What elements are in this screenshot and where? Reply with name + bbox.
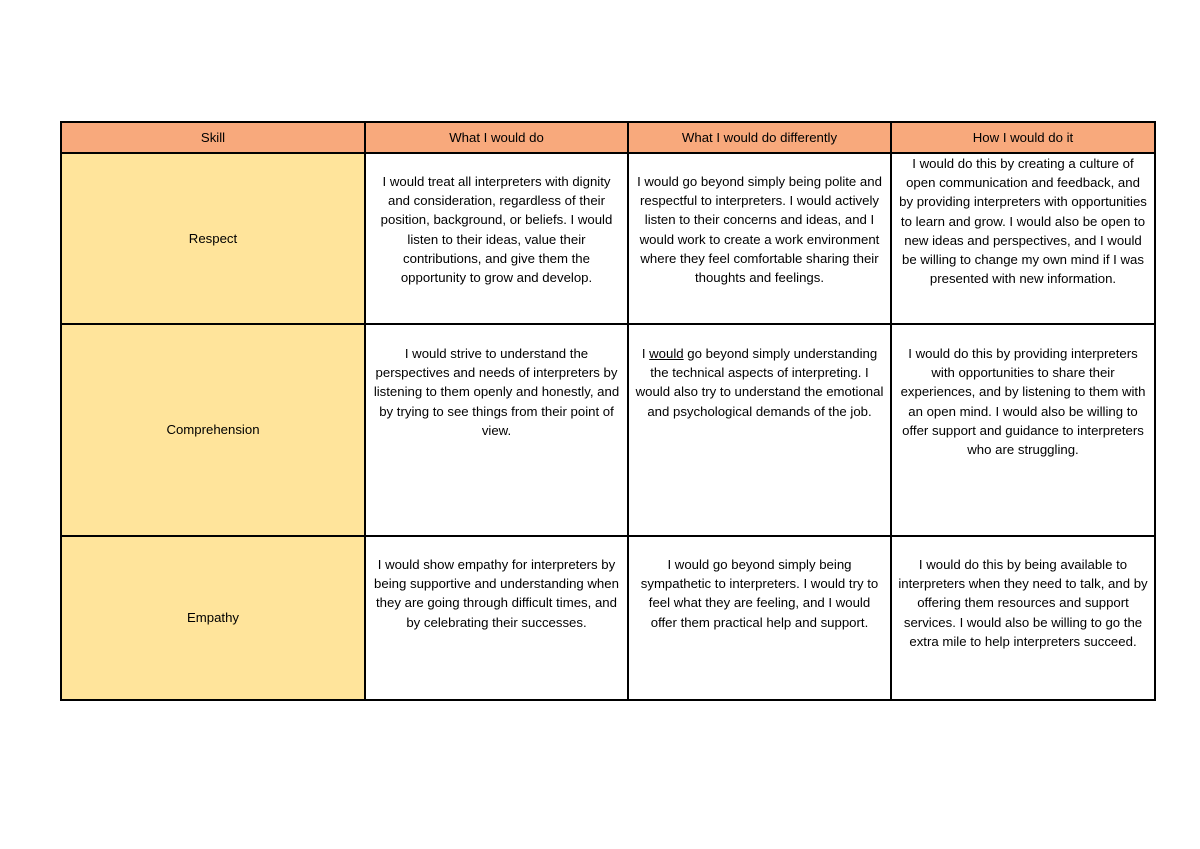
- table-row-comprehension: [61, 324, 1155, 536]
- skill-cell-comprehension: Comprehension: [61, 324, 365, 536]
- skill-cell-respect: Respect: [61, 153, 365, 324]
- cell-empathy-how: I would do this by being available to interpreters when they need to talk, and by offering them resources and support services. I would also be willing to go the extra mile to help interpreters succeed.: [891, 536, 1155, 700]
- skills-table: [60, 121, 1156, 701]
- header-how-i-would-do-it: How I would do it: [891, 122, 1155, 153]
- cell-empathy-do: I would show empathy for interpreters by being supportive and understanding when they are going through difficult times, and by celebrating their successes.: [365, 536, 628, 700]
- cell-respect-do: I would treat all interpreters with dignity and consideration, regardless of their position, background, or beliefs. I would listen to their ideas, value their contributions, and give them the opportunity to grow and develop.: [365, 153, 628, 324]
- cell-comprehension-do: I would strive to understand the perspectives and needs of interpreters by listening to them openly and honestly, and by trying to see things from their point of view.: [365, 324, 628, 536]
- table-row-respect: [61, 153, 1155, 324]
- cell-comprehension-how: I would do this by providing interpreters with opportunities to share their experiences, and by listening to them with an open mind. I would also be willing to offer support and guidance to interpreters who are struggling.: [891, 324, 1155, 536]
- header-what-i-would-do-differently: What I would do differently: [628, 122, 891, 153]
- skill-cell-empathy: Empathy: [61, 536, 365, 700]
- cell-respect-differently: I would go beyond simply being polite and respectful to interpreters. I would actively listen to their concerns and ideas, and I would work to create a work environment where they feel comfortable sharing their thoughts and feelings.: [628, 153, 891, 324]
- cell-respect-how: I would do this by creating a culture of open communication and feedback, and by providing interpreters with opportunities to learn and grow. I would also be open to new ideas and perspectives, and I would be willing to change my own mind if I was presented with new information.: [891, 153, 1155, 324]
- header-row: [61, 122, 1155, 153]
- header-what-i-would-do: What I would do: [365, 122, 628, 153]
- cell-comprehension-differently-pre: I: [641, 346, 650, 361]
- underlined-word: would: [649, 346, 684, 361]
- cell-comprehension-differently: [628, 324, 891, 536]
- header-skill: Skill: [61, 122, 365, 153]
- cell-empathy-differently: I would go beyond simply being sympathetic to interpreters. I would try to feel what they are feeling, and I would offer them practical help and support.: [628, 536, 891, 700]
- cell-comprehension-differently-post: go beyond simply understanding the technical aspects of interpreting. I would also try to understand the emotional and psychological demands of the job.: [635, 346, 884, 419]
- table-row-empathy: [61, 536, 1155, 700]
